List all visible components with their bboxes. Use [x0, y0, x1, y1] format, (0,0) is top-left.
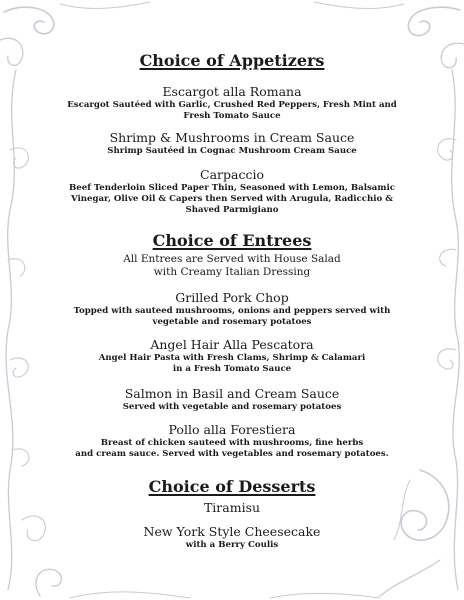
dish-name: Angel Hair Alla Pescatora [150, 337, 314, 352]
dish-description [0, 306, 464, 328]
dish-escargot [0, 84, 464, 122]
dish-description [0, 100, 464, 122]
dish-description [0, 540, 464, 551]
dish-shrimp-mushrooms [0, 130, 464, 157]
dish-name: Carpaccio [200, 167, 264, 182]
appetizers-title: Choice of Appetizers [139, 51, 325, 70]
dish-name: Pollo alla Forestiera [168, 422, 296, 437]
dish-description [0, 183, 464, 216]
desc-line: in a Fresh Tomato Sauce [172, 364, 292, 374]
dish-salmon [0, 386, 464, 413]
desc-line: Served with vegetable and rosemary potatoes [122, 402, 342, 412]
desc-line: Vinegar, Olive Oil & Capers then Served with Arugula, Radicchio & [70, 194, 394, 204]
dish-description [0, 402, 464, 413]
entrees-title: Choice of Entrees [152, 231, 312, 250]
dish-name: Salmon in Basil and Cream Sauce [124, 386, 340, 401]
desc-line: Fresh Tomato Sauce [183, 111, 281, 121]
dish-angel-hair [0, 337, 464, 375]
desc-line: Breast of chicken sauteed with mushrooms, fine herbs [100, 438, 364, 448]
entrees-note [0, 253, 464, 279]
dish-name: New York Style Cheesecake [143, 524, 321, 539]
desc-line: Escargot Sautéed with Garlic, Crushed Red Peppers, Fresh Mint and [67, 100, 397, 110]
dish-carpaccio [0, 167, 464, 216]
dish-pork-chop [0, 290, 464, 328]
dish-name: Grilled Pork Chop [175, 290, 289, 305]
dish-name: Escargot alla Romana [162, 84, 302, 99]
desc-line: vegetable and rosemary potatoes [152, 317, 312, 327]
note-line: All Entrees are Served with House Salad [123, 253, 341, 265]
desc-line: and cream sauce. Served with vegetables and rosemary potatoes. [75, 449, 389, 459]
dish-cheesecake [0, 524, 464, 551]
desc-line: Shaved Parmigiano [185, 205, 279, 215]
desserts-title: Choice of Desserts [148, 477, 316, 496]
dish-pollo [0, 422, 464, 460]
dish-name: Tiramisu [203, 500, 261, 515]
dish-tiramisu [0, 500, 464, 515]
desc-line: Shrimp Sautéed in Cognac Mushroom Cream Sauce [107, 146, 357, 156]
desc-line: Topped with sauteed mushrooms, onions and peppers served with [73, 306, 391, 316]
dish-name: Shrimp & Mushrooms in Cream Sauce [109, 130, 355, 145]
note-line: with Creamy Italian Dressing [153, 266, 311, 278]
desc-line: Beef Tenderloin Sliced Paper Thin, Seasoned with Lemon, Balsamic [69, 183, 395, 193]
dish-description [0, 146, 464, 157]
dish-description [0, 353, 464, 375]
desc-line: Angel Hair Pasta with Fresh Clams, Shrimp & Calamari [98, 353, 366, 363]
desc-line: with a Berry Coulis [185, 540, 279, 550]
dish-description [0, 438, 464, 460]
